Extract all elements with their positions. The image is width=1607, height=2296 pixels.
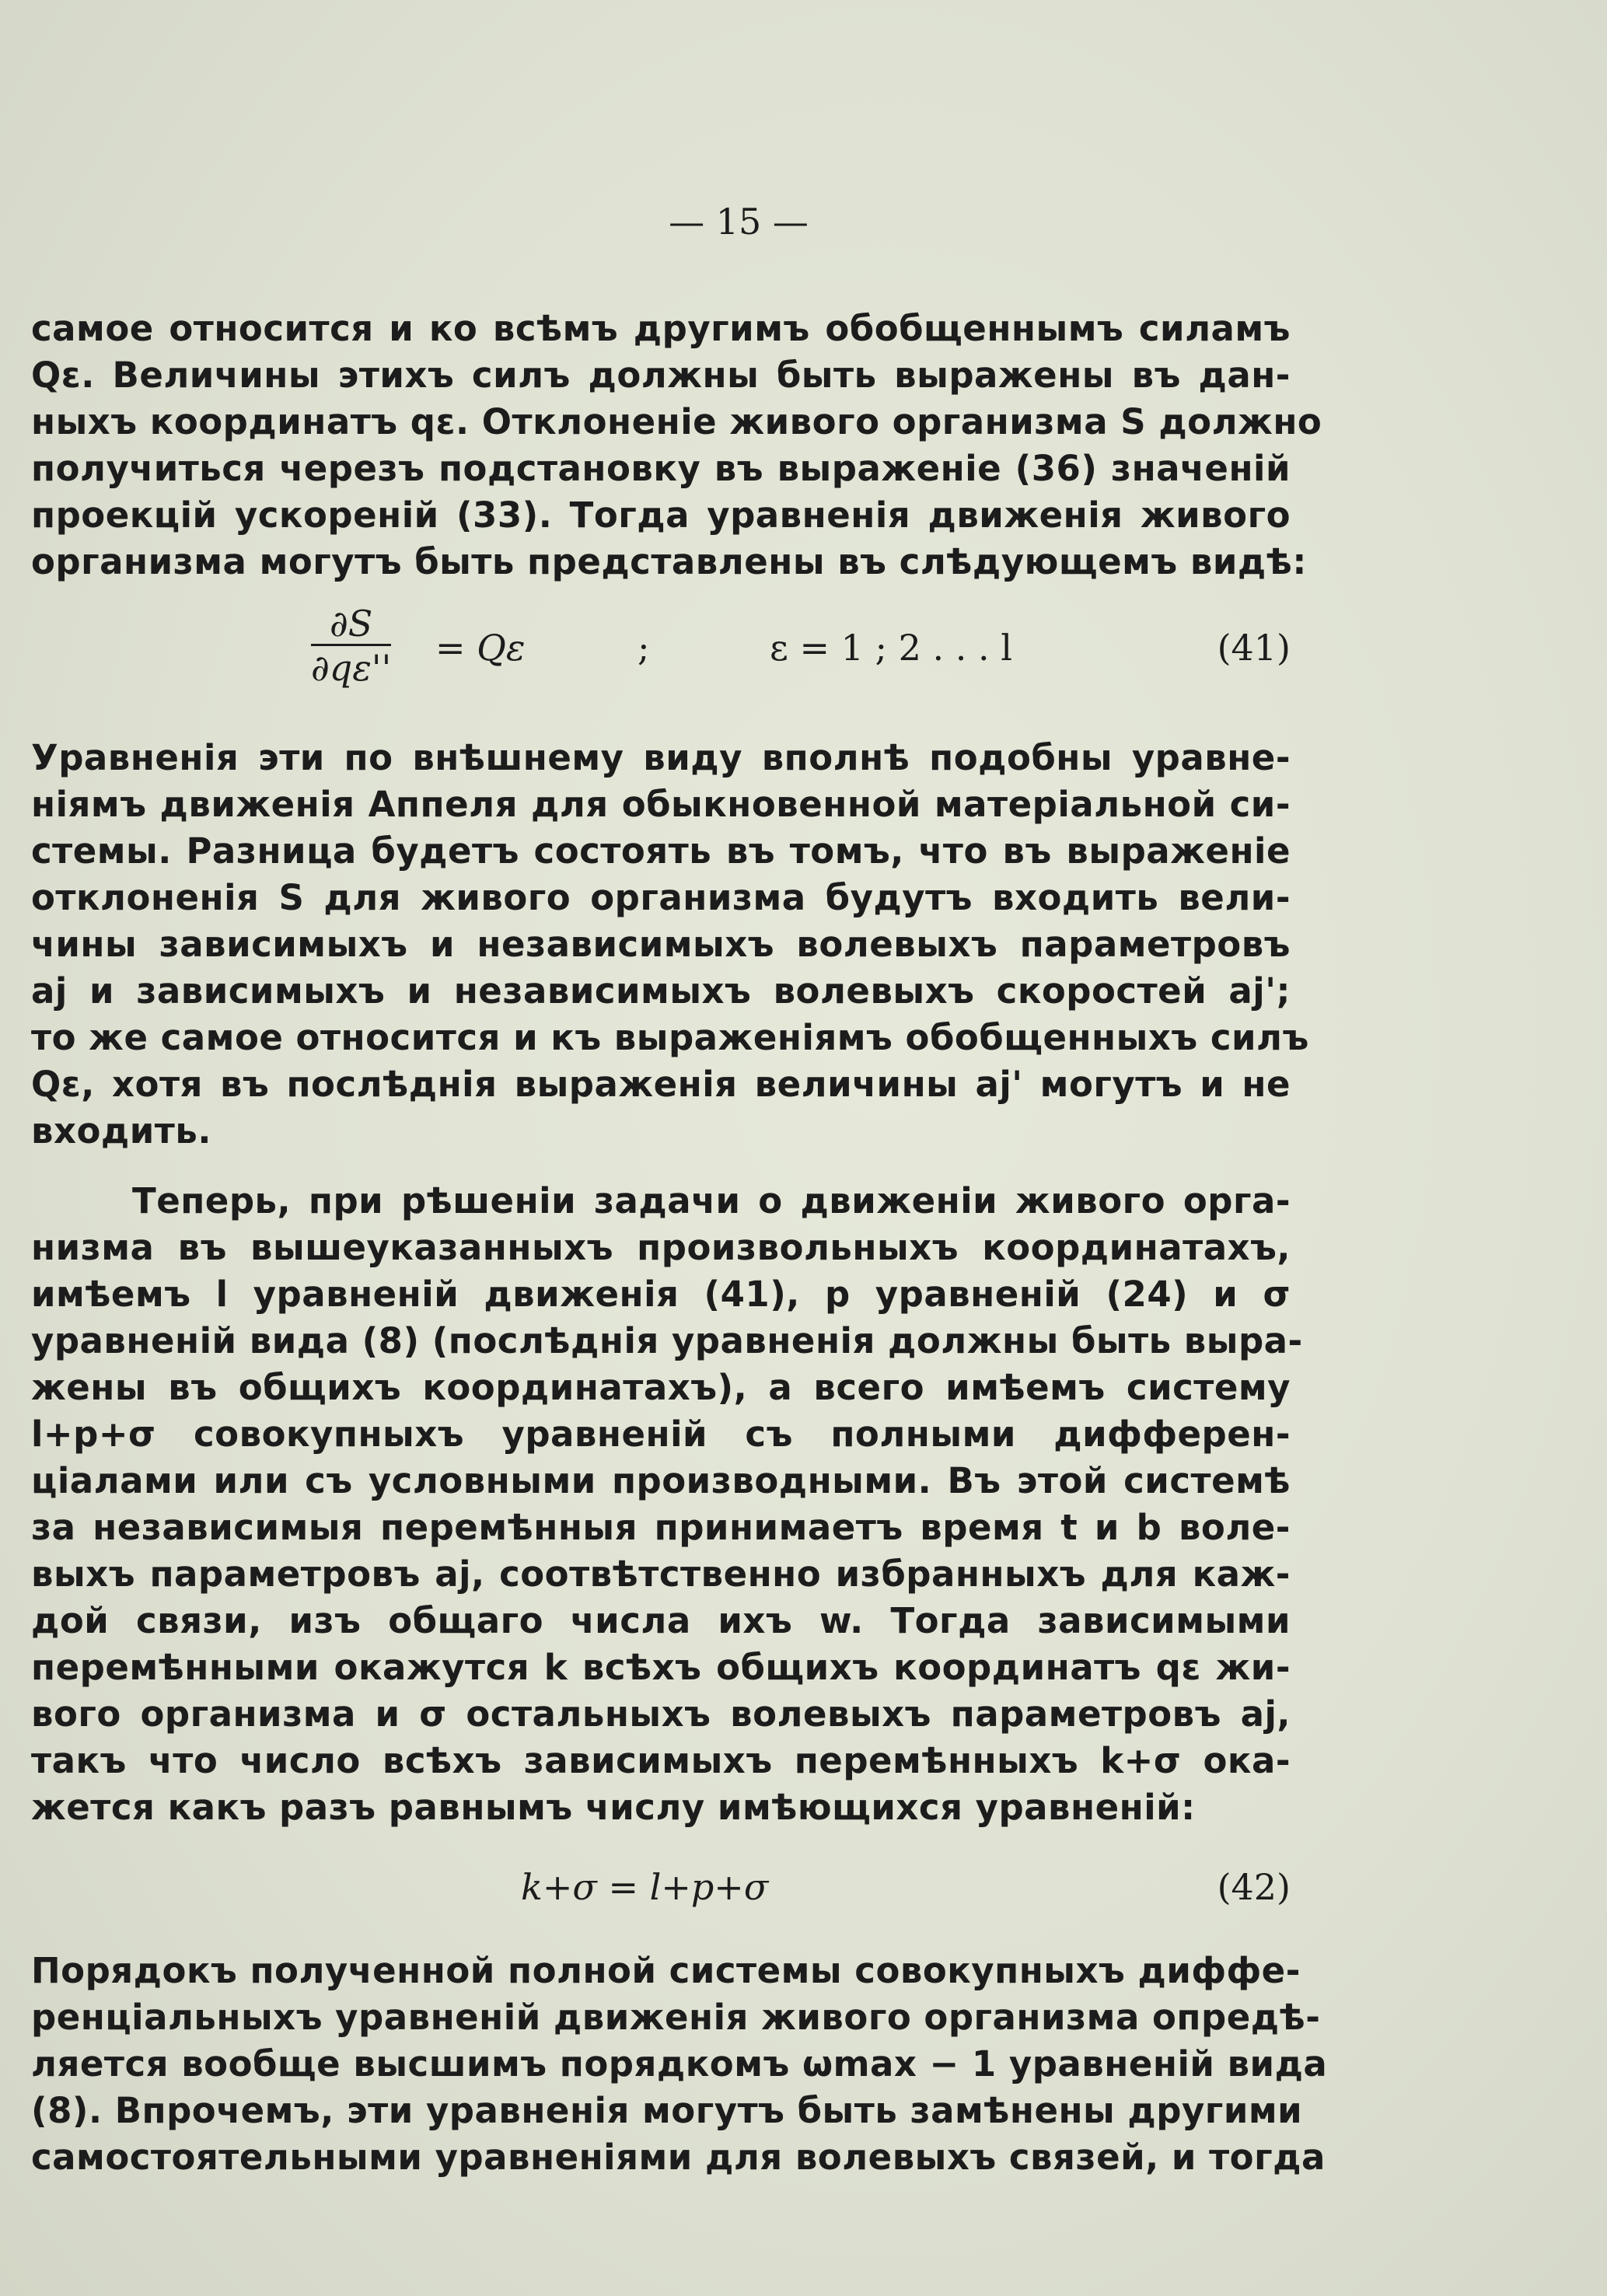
text-line: самостоятельными уравненіями для волевыхъ связей, и тогда (31, 2137, 1326, 2178)
partial-derivative-fraction (311, 603, 391, 690)
text-line: (8). Впрочемъ, эти уравненія могутъ быть замѣнены другими (31, 2090, 1303, 2131)
text-line: чины зависимыхъ и независимыхъ волевыхъ параметровъ (31, 924, 1291, 965)
text-line: Уравненія эти по внѣшнему виду вполнѣ подобны уравне- (31, 737, 1291, 778)
equation-rhs: = Qε (435, 627, 526, 669)
text-line: перемѣнными окажутся k всѣхъ общихъ координатъ qε жи- (31, 1647, 1291, 1688)
text-line: Порядокъ полученной полной системы совокупныхъ диффе- (31, 1950, 1301, 1991)
text-line: ренціальныхъ уравненій движенія живого организма опредѣ- (31, 1997, 1321, 2038)
text-line: вого организма и σ остальныхъ волевыхъ параметровъ aj, (31, 1693, 1291, 1735)
text-line: за независимыя перемѣнныя принимаетъ время t и b воле- (31, 1507, 1291, 1548)
text-line: Qε. Величины этихъ силъ должны быть выражены въ дан- (31, 355, 1291, 396)
text-line: Qε, хотя въ послѣднія выраженія величины aj' могутъ и не (31, 1064, 1291, 1105)
equation-42 (31, 1866, 1291, 1920)
equation-separator: ; (638, 627, 650, 669)
text-line: стемы. Разница будетъ состоять въ томъ, что въ выраженіе (31, 830, 1291, 872)
text-line: l+p+σ совокупныхъ уравненій съ полными дифферен- (31, 1414, 1291, 1455)
text-line: ціалами или съ условными производными. Въ этой системѣ (31, 1460, 1291, 1501)
text-line: ніямъ движенія Аппеля для обыкновенной матеріальной си- (31, 784, 1291, 825)
paragraph-appell (31, 735, 1309, 1155)
text-line: организма могутъ быть представлены въ слѣдующемъ видѣ: (31, 541, 1307, 582)
text-line: дой связи, изъ общаго числа ихъ w. Тогда зависимыми (31, 1600, 1291, 1641)
paragraph-system (31, 1178, 1303, 1831)
text-line: уравненій вида (8) (послѣднія уравненія должны быть выра- (31, 1320, 1303, 1361)
text-line: ныхъ координатъ qε. Отклоненіе живого организма S должно (31, 401, 1322, 442)
text-line: Теперь, при рѣшеніи задачи о движеніи живого орга- (132, 1180, 1291, 1221)
text-line: самое относится и ко всѣмъ другимъ обобщеннымъ силамъ (31, 308, 1291, 349)
text-line: ляется вообще высшимъ порядкомъ ωmax − 1 уравненій вида (31, 2043, 1328, 2085)
text-line: такъ что число всѣхъ зависимыхъ перемѣнныхъ k+σ ока- (31, 1740, 1291, 1781)
text-line: низма въ вышеуказанныхъ произвольныхъ координатахъ, (31, 1227, 1291, 1268)
paragraph-continuation (31, 306, 1322, 585)
text-line: отклоненія S для живого организма будутъ входить вели- (31, 877, 1291, 918)
text-line: жется какъ разъ равнымъ числу имѣющихся уравненій: (31, 1787, 1196, 1828)
text-line: то же самое относится и къ выраженіямъ обобщенныхъ силъ (31, 1017, 1309, 1058)
equation-number: (42) (1217, 1866, 1291, 1908)
equation-41 (31, 603, 1291, 697)
text-line: получиться черезъ подстановку въ выраженіе (36) значеній (31, 448, 1291, 489)
text-line: aj и зависимыхъ и независимыхъ волевыхъ скоростей aj'; (31, 970, 1291, 1012)
fraction-denominator: ∂qε'' (311, 647, 392, 689)
text-line: жены въ общихъ координатахъ), а всего имѣемъ систему (31, 1367, 1291, 1408)
equation-expression: k+σ = l+p+σ (521, 1866, 769, 1908)
fraction-numerator: ∂S (311, 603, 391, 646)
equation-number: (41) (1217, 627, 1291, 669)
paragraph-order (31, 1948, 1328, 2181)
text-line: входить. (31, 1110, 211, 1151)
text-line: имѣемъ l уравненій движенія (41), p уравненій (24) и σ (31, 1274, 1291, 1315)
page-number: — 15 — (669, 201, 809, 243)
text-line: проекцій ускореній (33). Тогда уравненія движенія живого (31, 494, 1291, 536)
text-line: выхъ параметровъ aj, соотвѣтственно избранныхъ для каж- (31, 1553, 1291, 1595)
equation-range: ε = 1 ; 2 . . . l (770, 627, 1012, 669)
